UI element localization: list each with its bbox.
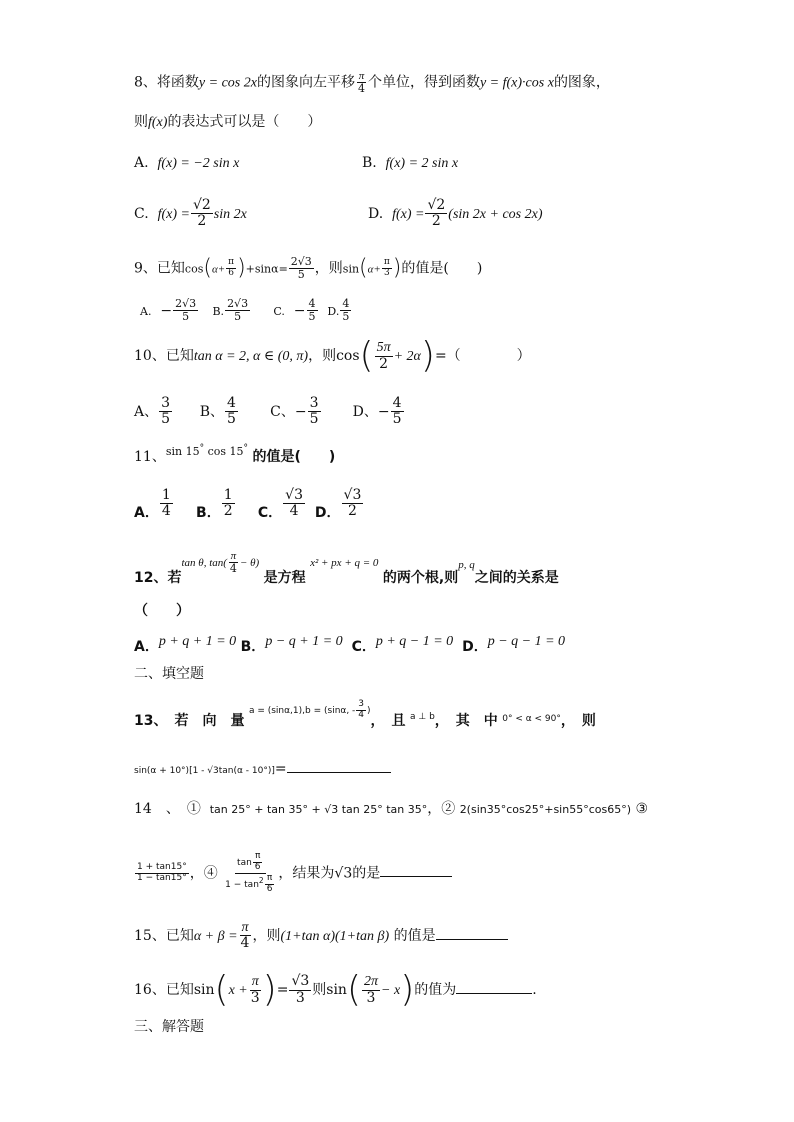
q14-sep-1: ，② [427,801,456,817]
q9-options [140,298,352,323]
q12-option-b-text: p − q + 1 = 0 [265,634,343,649]
q10-fraction [375,340,393,372]
q10-option-c-sign: − [294,403,307,420]
q10-cos: cos [336,348,360,364]
q16-arg2-num: 2π [364,974,379,990]
q12-roots-b: − θ) [239,556,260,569]
q8-stem-line2 [134,115,321,130]
q16-sin-1: sin [193,982,215,998]
q9-option-d-den: 5 [342,310,350,324]
q16-stem: 16、已知sin(x + $\frac{\pi}{3}$ )= $\frac{√3}{3}$ 则sin( $\frac{2\pi}{3}$ − x)的值为 . [134,969,537,1010]
q16-end: . [532,982,537,998]
q16-arg-1: x + [228,983,248,998]
q15-expression: (1+tan α)(1+tan β) [280,928,390,944]
q12-option-b[interactable] [240,633,343,655]
q9-option-b-num: 2√3 [227,297,249,310]
q14-item-4-den-pi: π [266,872,273,883]
q8-shift-den: 4 [357,82,365,96]
q11-option-d[interactable] [314,487,364,521]
q12-option-d-text: p − q − 1 = 0 [487,634,566,649]
q16-arg2-fraction [362,974,380,1006]
q14-item-2: 2(sin35°cos25°+sin55°cos65°) [459,803,632,816]
q9-pi6-den: 6 [228,268,234,279]
q12-option-a-label: A． [134,639,159,655]
q9-option-c-label: C. [273,304,285,318]
q8-option-c-fraction [191,198,213,230]
q13-vectors [248,699,371,720]
q12-pi4-den: 4 [229,562,237,576]
q11-option-c-den: 4 [289,503,299,520]
q12-option-d[interactable] [462,633,566,655]
q10-frac-den: 2 [379,355,389,372]
q10-option-d-sign: − [377,403,390,420]
q16-value-fraction [289,974,311,1006]
q10-option-d-num: 4 [392,395,402,411]
q15-stem-c: 的值是 [393,927,436,944]
q16-pi3-den: 3 [250,989,260,1006]
q9-option-c-fraction [307,298,318,323]
q14-tail-2: 的是 [352,865,381,882]
q14-answer-blank[interactable] [380,876,452,877]
q8-option-c-label: C. [134,205,149,222]
q10-option-c-num: 3 [309,395,319,411]
q15-stem-b: ，则 [252,927,281,944]
q8-option-d-fraction [425,198,447,230]
q16-pi3-num: π [251,974,259,990]
q10-stem-a: 10、已知 [134,348,194,364]
q14-sep-3: ，④ [189,865,218,882]
q10-options [134,396,405,428]
q14-item-3-den: 1 − tan15° [137,872,187,883]
q11-options [134,488,364,520]
q11-option-b-fraction [222,488,235,520]
q10-condition: tan α = 2, α ∈ (0, π) [193,349,309,364]
q14-tail: ，结果为 [278,865,335,882]
q9-sin: sin [342,262,360,276]
q10-option-b-fraction [225,396,238,428]
q14-item-4-den-six: 6 [266,883,273,894]
q10-option-a-fraction [159,396,172,428]
q10-option-a-label: A、 [134,403,159,420]
q10-option-c-label: C、 [270,403,295,420]
q11-option-c-num: √3 [285,487,303,503]
q11-option-c-fraction [283,488,305,520]
q10-option-b[interactable] [199,395,239,428]
q15-cond-den: 4 [240,935,250,952]
q16-stem-a: 16、已知 [134,982,194,998]
q8-option-b[interactable] [362,156,458,171]
q9-stem-c: 的值是( ) [401,260,483,277]
q9-pi3-den: 3 [383,268,390,279]
q9-plus: +sinα= [245,262,288,276]
q9-value-den: 5 [297,268,305,282]
q13-word-3: ， 其 中 [434,712,498,729]
q9-option-c-den: 5 [308,310,316,324]
q13-number: 13 [134,712,154,729]
q13-vector-close: ) [367,705,371,716]
q10-option-c-fraction [308,396,321,428]
q9-option-b-fraction [225,298,250,323]
q15-answer-blank[interactable] [436,939,508,940]
q14-item-4-den-pi6 [265,874,275,895]
q16-answer-blank[interactable] [456,993,532,994]
q16-sin-2: sin [326,982,347,998]
q13-expression: sin(α + 10°)[1 - √3tan(α - 10°)] [134,766,275,776]
q10-option-b-num: 4 [227,395,236,411]
q9-arg-b: α+ [367,263,381,276]
q9-pi3-num: π [383,257,390,268]
q14-line1 [134,802,648,816]
q11-deg-2: ° [243,443,248,454]
q11-stem-b: 的值是( ) [252,449,336,465]
q12-stem-c: 的两个根,则 [382,570,459,587]
q8-func1: y = cos 2x [198,75,257,91]
q11-expr-1: sin 15 [165,445,200,458]
q12-option-c-label: C． [351,639,376,655]
q11-option-b[interactable] [196,487,236,521]
q8-option-c-rhs: sin 2x [213,206,247,222]
q10-option-c-den: 5 [309,411,319,428]
q14-item-3-num: 1 + tan15° [137,861,187,872]
q14-item-4-num-pi: π [254,851,261,861]
q8-stem-c: 个单位，得到函数 [367,74,480,91]
q9-option-b-label: B. [212,304,225,318]
q14-item-3-fraction [135,863,189,884]
q9-stem: 9、已知cos(α+ $\frac{\pi}{6}$ )+sinα= $\frac{2√3}{5}$ ，则sin(α+ $\frac{\pi}{3}$ )的值是( ) [134,255,483,282]
q8-option-a-label: A. [134,155,149,171]
q14-stem-a: 14 、 ① [134,801,201,817]
q9-option-d-label: D. [327,304,340,318]
q11-option-b-num: 1 [223,487,233,503]
q8-option-d-rhs: (sin 2x + cos 2x) [448,206,543,222]
q8-shift-num: π [358,70,365,82]
q9-value-num: 2√3 [290,255,312,268]
q13-word-2: ， 且 [370,712,406,729]
q12-option-a[interactable] [134,633,237,655]
q8-stem-a: 8、将函数 [134,74,199,91]
q16-arg2-tail: − x [381,983,401,998]
q13-word-4: ， 则 [560,712,596,729]
q10-stem: 10、已知tan α = 2, α ∈ (0, π)，则cos( $\frac{5\pi}{2}$ + 2α)=（ ） [134,335,531,376]
q8-option-c-num: √2 [192,197,211,213]
q11-option-d-num: √3 [343,487,362,503]
q12-option-a-text: p + q + 1 = 0 [158,634,237,649]
q9-arg-a: α+ [211,263,226,276]
q11-option-a[interactable] [134,487,174,521]
q12-pq: p, q [458,558,475,571]
q9-stem-a: 9、已知 [134,260,185,277]
section-heading-fill-in: 二、填空题 [134,666,204,682]
q10-option-c[interactable] [270,395,321,428]
q8-func2: y = f(x)·cos x [479,75,554,91]
q10-option-a-den: 5 [161,411,171,428]
q12-option-c-text: p + q − 1 = 0 [375,634,454,649]
q14-line2 [134,852,452,895]
q9-option-a-sign: − [160,302,173,319]
q10-arg: + 2α [393,349,421,364]
q9-pi6-fraction [226,258,236,279]
q11-deg-1: ° [199,443,205,454]
q11-option-d-label: D． [314,504,341,521]
q14-sqrt3: √3 [334,865,353,882]
q8-stem-line1 [134,70,610,95]
q11-option-b-den: 2 [223,503,233,520]
q8-option-b-label: B. [362,155,377,171]
q15-stem [134,920,508,952]
q9-option-c[interactable] [273,297,318,324]
q8-line2-a: 则 [134,114,148,130]
q8-stem-b: 的图象向左平移 [256,74,355,91]
q12-stem-line2 [134,604,190,618]
q11-option-c[interactable] [257,487,306,521]
q16-value-den: 3 [295,989,305,1006]
q12-stem-d: 之间的关系是 [474,570,559,587]
q9-option-a-den: 5 [182,310,190,324]
q12-options [134,634,566,655]
q14-item-4-num [235,852,265,874]
q12-pi4-fraction [228,550,239,575]
q14-item-4-den-sup: 2 [258,875,264,885]
q13-vector-den: 4 [358,709,365,720]
q11-option-a-fraction [160,488,173,520]
q8-option-d-lhs: f(x) = [392,206,425,222]
q12-stem-b: 是方程 [263,570,306,587]
q8-option-c[interactable] [134,198,247,230]
q11-option-d-fraction [342,488,364,520]
q12-equation: x² + px + q = 0 [310,556,379,569]
q11-option-b-label: B． [196,504,221,521]
q13-vector-fraction [356,700,366,721]
q9-option-a[interactable] [140,297,199,324]
q14-item-4-num-pi6 [253,852,263,873]
q8-option-a[interactable] [134,156,239,171]
q10-option-a[interactable] [134,395,173,428]
q15-stem-a: 15、已知 [134,927,194,944]
q16-value-num: √3 [291,973,310,990]
q8-line2-b: 的表达式可以是（ ） [167,114,322,130]
q14-sep-2: ③ [635,801,649,817]
q16-arg2-den: 3 [366,989,376,1006]
q9-stem-b: ，则 [314,260,343,277]
q12-option-d-label: D． [462,639,488,655]
q15-cond-lhs: α + β = [193,928,238,944]
q11-option-a-num: 1 [161,487,171,503]
q11-expression [166,445,248,458]
q10-option-b-label: B、 [199,403,225,420]
q13-answer-blank[interactable] [287,772,391,773]
q8-option-d-label: D. [368,205,384,222]
q9-option-d[interactable] [327,297,352,324]
q9-option-a-label: A. [140,304,152,318]
q16-pi3-fraction [249,974,262,1006]
q11-stem-a: 11、 [134,449,166,465]
q13-vector-num: 3 [358,699,365,709]
q8-option-a-text: f(x) = −2 sin x [157,156,240,171]
q10-option-d-den: 5 [392,411,402,428]
q9-option-a-num: 2√3 [175,297,197,310]
q9-option-d-num: 4 [342,297,350,310]
q14-item-4-num-tan: tan [237,857,252,868]
q14-item-4-den-tan: 1 − tan [225,879,259,890]
q12-option-c[interactable] [351,633,454,655]
q10-option-b-den: 5 [227,411,236,428]
q12-roots-a: tan θ, tan( [181,556,227,569]
q14-item-4-fraction [223,852,277,895]
q8-option-d-den: 2 [431,213,441,230]
q9-pi3-fraction [382,258,392,279]
q12-option-b-label: B． [240,639,266,655]
q9-option-c-sign: − [293,302,306,319]
q9-option-b[interactable] [212,297,251,324]
q9-option-a-fraction [173,298,198,323]
q10-stem-b: ，则 [308,348,337,364]
q12-stem-a: 12、若 [134,570,182,587]
q13-word-1: 、 若 向 量 [153,712,245,729]
q16-equals: = [276,982,289,998]
q13-vector-def: a = (sinα,1),b = (sinα, - [248,705,356,716]
q12-paren: （ ） [134,603,190,619]
q11-option-c-label: C． [257,504,283,521]
q12-stem-line1 [134,550,559,587]
q11-option-d-den: 2 [347,503,357,520]
q10-option-d[interactable] [352,395,405,428]
q9-option-c-num: 4 [308,297,316,310]
q13-range: 0° < α < 90° [502,713,561,724]
q11-expr-2: cos 15 [204,445,244,458]
q15-cond-num: π [241,920,249,935]
q10-option-a-num: 3 [161,395,171,411]
q15-cond-fraction [239,920,252,952]
q10-frac-num: 5π [376,340,391,356]
q10-option-d-fraction [391,396,404,428]
q11-stem [134,443,336,465]
q11-option-a-den: 4 [161,503,171,520]
q11-option-a-label: A． [134,504,159,521]
q9-cos: cos [184,262,204,276]
section-heading-solutions: 三、解答题 [134,1019,204,1035]
q8-stem-d: 的图象， [553,74,610,91]
q8-option-d-num: √2 [427,197,446,213]
q10-option-d-label: D、 [352,403,378,420]
q12-pi4-num: π [230,550,237,562]
q16-stem-c: 的值为 [414,982,457,998]
q14-item-4-num-six: 6 [254,861,261,872]
q9-option-b-den: 5 [234,310,242,324]
q8-option-b-text: f(x) = 2 sin x [385,156,459,171]
q8-option-c-lhs: f(x) = [157,206,190,222]
q13-equals: = [274,761,287,777]
q10-stem-c: =（ ） [434,348,531,364]
q12-roots [181,550,260,576]
q14-item-4-den [223,874,277,895]
q8-option-d[interactable] [368,198,543,230]
q16-stem-b: 则 [312,982,327,998]
q13-perp: a ⊥ b [410,711,435,722]
q8-line2-f: f(x) [148,115,168,130]
q9-option-d-fraction [340,298,351,323]
q9-value-fraction [289,256,314,281]
q13-expression-line [134,762,391,776]
q8-option-c-den: 2 [197,213,207,230]
q14-item-1: tan 25° + tan 35° + √3 tan 25° tan 35° [209,803,428,816]
q8-shift-fraction [356,70,367,95]
q9-pi6-num: π [228,257,235,268]
